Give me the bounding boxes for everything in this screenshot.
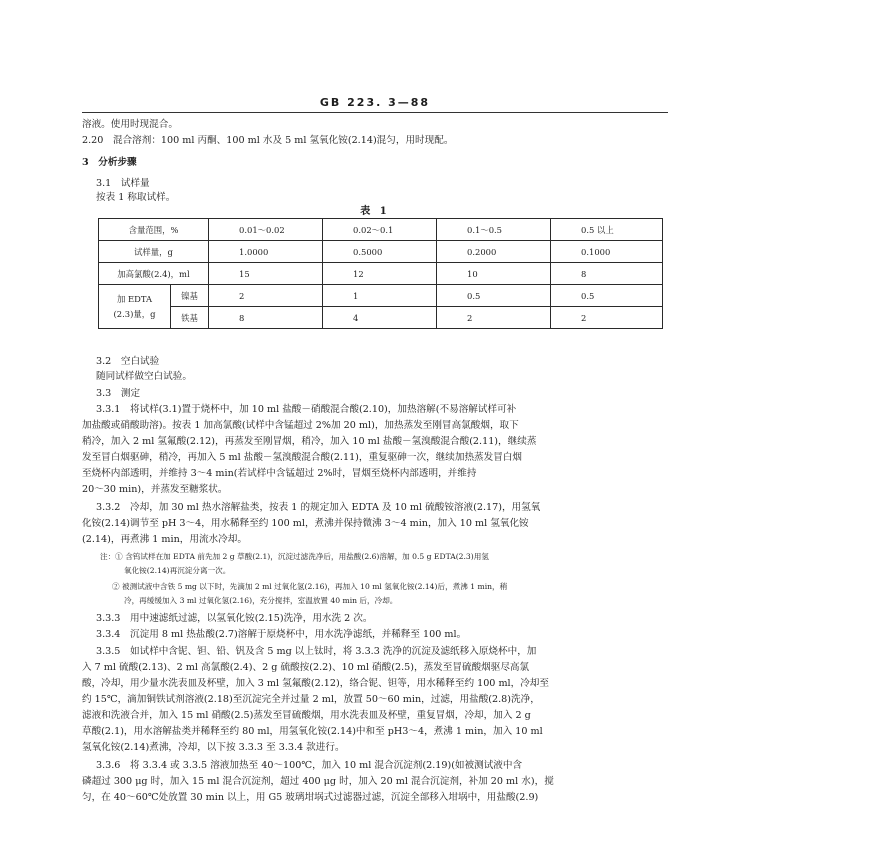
text-line: 匀，在 40～60℃处放置 30 min 以上，用 G5 玻璃坩埚式过滤器过滤，沉淀全部移入坩埚中，用盐酸(2.9): [82, 792, 539, 803]
text-line: 随同试样做空白试验。: [96, 371, 192, 382]
table-cell: 1: [323, 285, 437, 307]
subsection-heading: 3.1 试样量: [96, 178, 150, 189]
header-rule: [82, 112, 668, 113]
table-row: [99, 219, 663, 241]
table-header-cell: 铁基: [171, 307, 209, 329]
text-line: 草酸(2.1)，用水溶解盐类并稀释至约 80 ml，用氢氧化铵(2.14)中和至 pH3～4，煮沸 1 min，加入 10 ml: [82, 726, 543, 737]
text-line: 磷超过 300 μg 时，加入 15 ml 混合沉淀剂，超过 400 μg 时，加入 20 ml 混合沉淀剂，补加 20 ml 水)，搅: [82, 776, 554, 787]
text-line: 化铵(2.14)调节至 pH 3～4，用水稀释至约 100 ml，煮沸并保持微沸 3～4 min，加入 10 ml 氢氧化铵: [82, 518, 529, 529]
table-cell: 2: [209, 285, 323, 307]
text-line: 3.3.1 将试样(3.1)置于烧杯中，加 10 ml 盐酸－硝酸混合酸(2.10)，加热溶解(不易溶解试样可补: [96, 404, 517, 415]
table-cell: 4: [323, 307, 437, 329]
note-line: 注：① 含钨试样在加 EDTA 前先加 2 g 草酸(2.1)，沉淀过滤洗净后，用盐酸(2.6)溶解，加 0.5 g EDTA(2.3)用氢: [100, 552, 489, 561]
text-line: 溶液。使用时现混合。: [82, 119, 178, 130]
table-1: [98, 218, 663, 329]
table-cell: 0.02～0.1: [323, 219, 437, 241]
text-line: 入 7 ml 硫酸(2.13)、2 ml 高氯酸(2.4)、2 g 硫酸按(2.2)、10 ml 硝酸(2.5)，蒸发至冒硫酸烟驱尽高氯: [82, 662, 530, 673]
table-row: [99, 263, 663, 285]
table-header-cell: 加高氯酸(2.4)，ml: [99, 263, 209, 285]
table-header-cell: [99, 285, 171, 329]
table-row: [99, 241, 663, 263]
text-line: 3.3.3 用中速滤纸过滤，以氢氧化铵(2.15)洗净，用水洗 2 次。: [96, 613, 373, 624]
text-line: 氢氧化铵(2.14)煮沸，冷却，以下按 3.3.3 至 3.3.4 款进行。: [82, 742, 345, 753]
table-cell: 0.5: [437, 285, 551, 307]
note-line: 冷，再缓缓加入 3 ml 过氧化氢(2.16)，充分搅拌，室温放置 40 min 后，冷却。: [124, 596, 398, 605]
text-line: 20～30 min)，并蒸发至糖浆状。: [82, 484, 228, 495]
table-header-cell: 试样量，g: [99, 241, 209, 263]
section-heading: 3 分析步骤: [82, 157, 137, 168]
table-cell: 0.5: [551, 285, 663, 307]
table-cell: 0.2000: [437, 241, 551, 263]
note-line: 氧化铵(2.14)再沉淀分离一次。: [124, 566, 231, 575]
text-line: 3.3.5 如试样中含铌、钽、铅、钒及含 5 mg 以上钛时，将 3.3.3 洗净的沉淀及滤纸移入原烧杯中，加: [96, 646, 537, 657]
table-header-cell: 含量范围，%: [99, 219, 209, 241]
text-line: 3.3.2 冷却，加 30 ml 热水溶解盐类，按表 1 的规定加入 EDTA 及 10 ml 硫酸铵溶液(2.17)，用氢氧: [96, 502, 541, 513]
table-row: [99, 307, 663, 329]
page-header: GB 223. 3—88: [319, 96, 431, 109]
table-cell: 2: [551, 307, 663, 329]
table-cell: 8: [209, 307, 323, 329]
table-cell: 0.01～0.02: [209, 219, 323, 241]
table-header-cell: 镍基: [171, 285, 209, 307]
table-caption: 表 1: [360, 206, 390, 217]
text-line: 按表 1 称取试样。: [96, 192, 176, 203]
table-cell: 0.5000: [323, 241, 437, 263]
table-cell: 0.1～0.5: [437, 219, 551, 241]
table-row: [99, 285, 663, 307]
text-line: 加盐酸或硝酸助溶)。按表 1 加高氯酸(试样中含锰超过 2%加 20 ml)，加热蒸发至刚冒高氯酸烟，取下: [82, 420, 519, 431]
text-line: 至烧杯内部透明，并维持 3～4 min(若试样中含锰超过 2%时，冒烟至烧杯内部透明，并维持: [82, 468, 477, 479]
table-cell: 2: [437, 307, 551, 329]
table-cell: 0.1000: [551, 241, 663, 263]
text-line: 滤液和洗液合并，加入 15 ml 硝酸(2.5)蒸发至冒硫酸烟，用水洗表皿及杯壁，重复冒烟，冷却，加入 2 g: [82, 710, 531, 721]
table-cell: 15: [209, 263, 323, 285]
edta-label-line: 加 EDTA: [116, 293, 153, 304]
table-cell: 10: [437, 263, 551, 285]
subsection-heading: 3.3 测定: [96, 388, 141, 399]
subsection-heading: 3.2 空白试验: [96, 356, 160, 367]
text-line: 酸，冷却，用少量水洗表皿及杯壁，加入 3 ml 氢氟酸(2.12)，络合铌、钽等，用水稀释至约 100 ml，冷却至: [82, 678, 549, 689]
table-cell: 0.5 以上: [551, 219, 663, 241]
text-line: 发至冒白烟驱砷，稍冷，再加入 5 ml 盐酸－氢溴酸混合酸(2.11)，重复驱砷一次，继续加热蒸发冒白烟: [82, 452, 523, 463]
note-line: ② 被测试液中含铁 5 mg 以下时，先滴加 2 ml 过氧化氢(2.16)，再加入 10 ml 氢氧化铵(2.14)后，煮沸 1 min，稍: [112, 582, 508, 591]
edta-label-line: (2.3)量，g: [113, 308, 156, 319]
text-line: (2.14)，再煮沸 1 min，用流水冷却。: [82, 534, 247, 545]
text-line: 约 15℃，滴加铜铁试剂溶液(2.18)至沉淀完全并过量 2 ml，放置 50～60 min，过滤，用盐酸(2.8)洗净，: [82, 694, 540, 705]
table-cell: 8: [551, 263, 663, 285]
text-line: 3.3.4 沉淀用 8 ml 热盐酸(2.7)溶解于原烧杯中，用水洗净滤纸，并稀释至 100 ml。: [96, 629, 467, 640]
table-cell: 1.0000: [209, 241, 323, 263]
text-line: 稍冷，加入 2 ml 氢氟酸(2.12)，再蒸发至刚冒烟，稍冷，加入 10 ml 盐酸－氢溴酸混合酸(2.11)，继续蒸: [82, 436, 537, 447]
text-line: 3.3.6 将 3.3.4 或 3.3.5 溶液加热至 40～100℃，加入 10 ml 混合沉淀剂(2.19)(如被测试液中含: [96, 760, 523, 771]
table-cell: 12: [323, 263, 437, 285]
text-line: 2.20 混合溶剂：100 ml 丙酮、100 ml 水及 5 ml 氢氧化铵(2.14)混匀，用时现配。: [82, 135, 454, 146]
